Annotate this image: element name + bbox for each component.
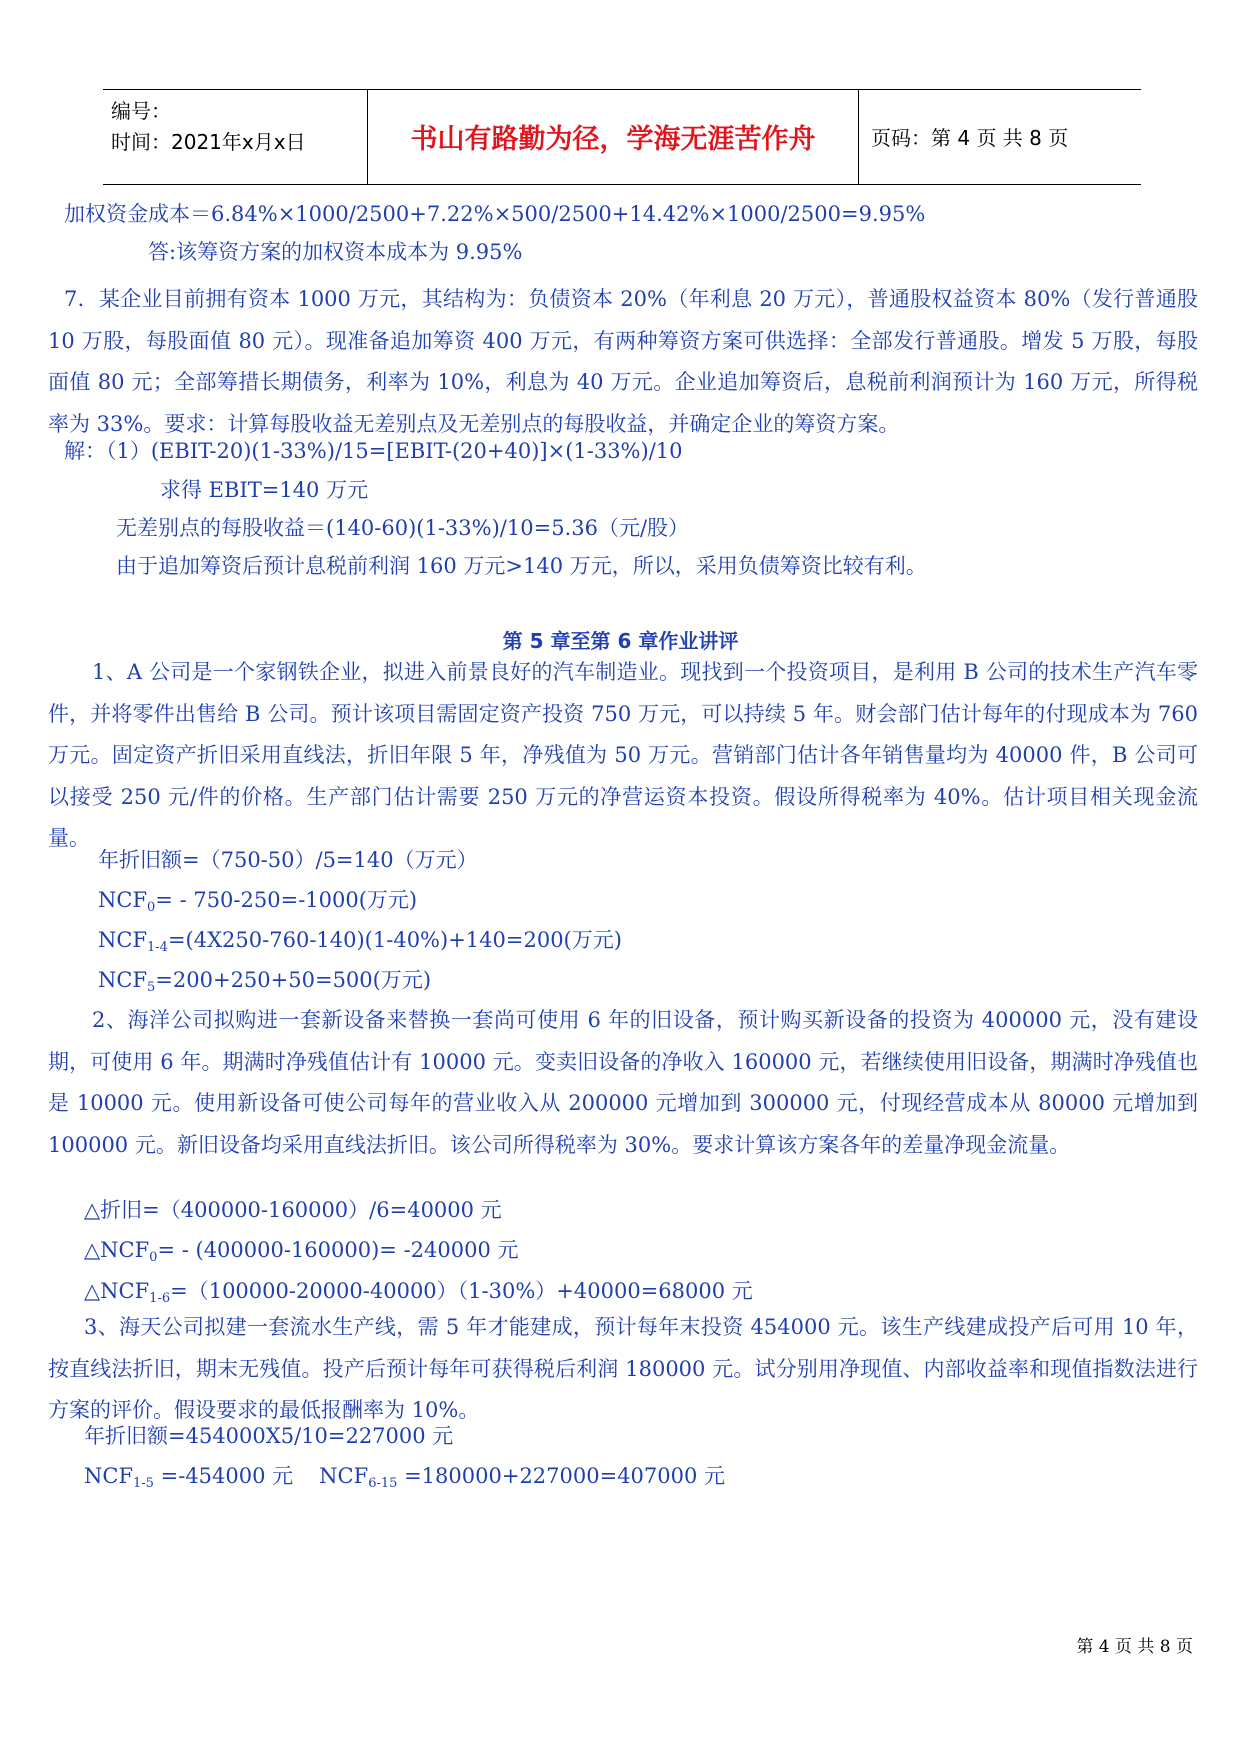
ncf-formula: = - 750-250=-1000(万元) [155,888,418,912]
answer-b1-line-3 [98,924,622,955]
answer-b3-line-1: 年折旧额=454000X5/10=227000 元 [84,1424,454,1448]
question-7: 7．某企业目前拥有资本 1000 万元，其结构为：负债资本 20%（年利息 20 万元），普通股权益资本 80%（发行普通股 10 万股，每股面值 80 元）。现准备追加筹资 400 万元，有两种筹资方案可供选择：全部发行普通股。增发 5 万股，每股面值 80 元；全部筹措长期债务，利率为 10%，利息为 40 万元。企业追加筹资后，息税前利润预计为 160 万元，所得税率为 33%。要求：计算每股收益无差别点及无差别点的每股收益，并确定企业的筹资方案。 [48,287,1199,436]
ncf-label: NCF [98,928,148,952]
header-divider [367,90,368,184]
ncf-label: △NCF [84,1238,150,1262]
answer-b1-line-2 [98,884,417,915]
ncf-formula: = - (400000-160000)= -240000 元 [157,1238,519,1262]
ncf-subscript: 5 [147,980,156,995]
section-title: 第 5 章至第 6 章作业讲评 [502,629,739,653]
weighted-cost-line: 加权资金成本＝6.84%×1000/2500+7.22%×500/2500+14.42%×1000/2500=9.95% [64,202,926,226]
header-divider [858,90,859,184]
header-meta [111,96,361,158]
ncf-formula: =180000+227000=407000 元 [397,1464,726,1488]
ncf-formula: =（100000-20000-40000）（1-30%）+40000=68000 元 [170,1279,753,1303]
solution-line-4: 由于追加筹资后预计息税前利润 160 万元>140 万元，所以，采用负债筹资比较有利。 [116,554,927,578]
ncf-formula: =-454000 元 [153,1464,294,1488]
ncf-subscript: 0 [147,900,156,915]
page-header [103,89,1141,185]
ncf-label: NCF [98,888,148,912]
answer-b2-line-3 [84,1275,753,1306]
number-label: 编号： [111,99,171,123]
ncf-subscript: 0 [149,1250,158,1265]
ncf-formula: =(4X250-760-140)(1-40%)+140=200(万元) [167,928,622,952]
time-label: 时间：2021年x月x日 [111,130,306,154]
solution-line-2: 求得 EBIT=140 万元 [160,478,369,502]
solution-line-3: 无差别点的每股收益＝(140-60)(1-33%)/10=5.36（元/股） [116,516,690,540]
ncf-subscript: 1-6 [149,1291,171,1306]
question-b2: 2、海洋公司拟购进一套新设备来替换一套尚可使用 6 年的旧设备，预计购买新设备的投资为 400000 元，没有建设期，可使用 6 年。期满时净残值估计有 10000 元。变卖旧设备的净收入 160000 元，若继续使用旧设备，期满时净残值也是 10000 元。使用新设备可使公司每年的营业收入从 200000 元增加到 300000 元，付现经营成本从 80000 元增加到 100000 元。新旧设备均采用直线法折旧。该公司所得税率为 30%。要求计算该方案各年的差量净现金流量。 [48,1008,1198,1157]
ncf-formula: =200+250+50=500(万元) [155,968,432,992]
ncf-label: NCF [84,1464,134,1488]
ncf-label: △NCF [84,1279,150,1303]
header-page-code: 页码：第 4 页 共 8 页 [871,126,1069,150]
answer-b2-line-2 [84,1234,519,1265]
question-b3: 3、海天公司拟建一套流水生产线，需 5 年才能建成，预计每年末投资 454000 元。该生产线建成投产后可用 10 年，按直线法折旧，期末无残值。投产后预计每年可获得税后利润 180000 元。试分别用净现值、内部收益率和现值指数法进行方案的评价。假设要求的最低报酬率为 10%。 [48,1315,1198,1422]
answer-b1-line-4 [98,964,431,995]
solution-line-1: 解：（1）(EBIT-20)(1-33%)/15=[EBIT-(20+40)]×(1-33%)/10 [64,439,683,463]
answer-line: 答:该筹资方案的加权资本成本为 9.95% [148,240,523,264]
answer-b2-line-1: △折旧=（400000-160000）/6=40000 元 [84,1198,502,1222]
question-b1: 1、A 公司是一个家钢铁企业，拟进入前景良好的汽车制造业。现找到一个投资项目，是利用 B 公司的技术生产汽车零件，并将零件出售给 B 公司。预计该项目需固定资产投资 750 万元，可以持续 5 年。财会部门估计每年的付现成本为 760 万元。固定资产折旧采用直线法，折旧年限 5 年，净残值为 50 万元。营销部门估计各年销售量均为 40000 件，B 公司可以接受 250 元/件的价格。生产部门估计需要 250 万元的净营运资本投资。假设所得税率为 40%。估计项目相关现金流量。 [48,660,1198,850]
answer-b3-line-2 [84,1460,725,1491]
ncf-subscript: 6-15 [368,1476,398,1491]
ncf-label: NCF [98,968,148,992]
ncf-subscript: 1-4 [147,940,168,955]
ncf-subscript: 1-5 [133,1476,154,1491]
page-footer: 第 4 页 共 8 页 [1076,1637,1193,1657]
answer-b1-line-1: 年折旧额=（750-50）/5=140（万元） [98,848,478,872]
header-motto: 书山有路勤为径，学海无涯苦作舟 [410,124,816,155]
ncf-label: NCF [319,1464,369,1488]
